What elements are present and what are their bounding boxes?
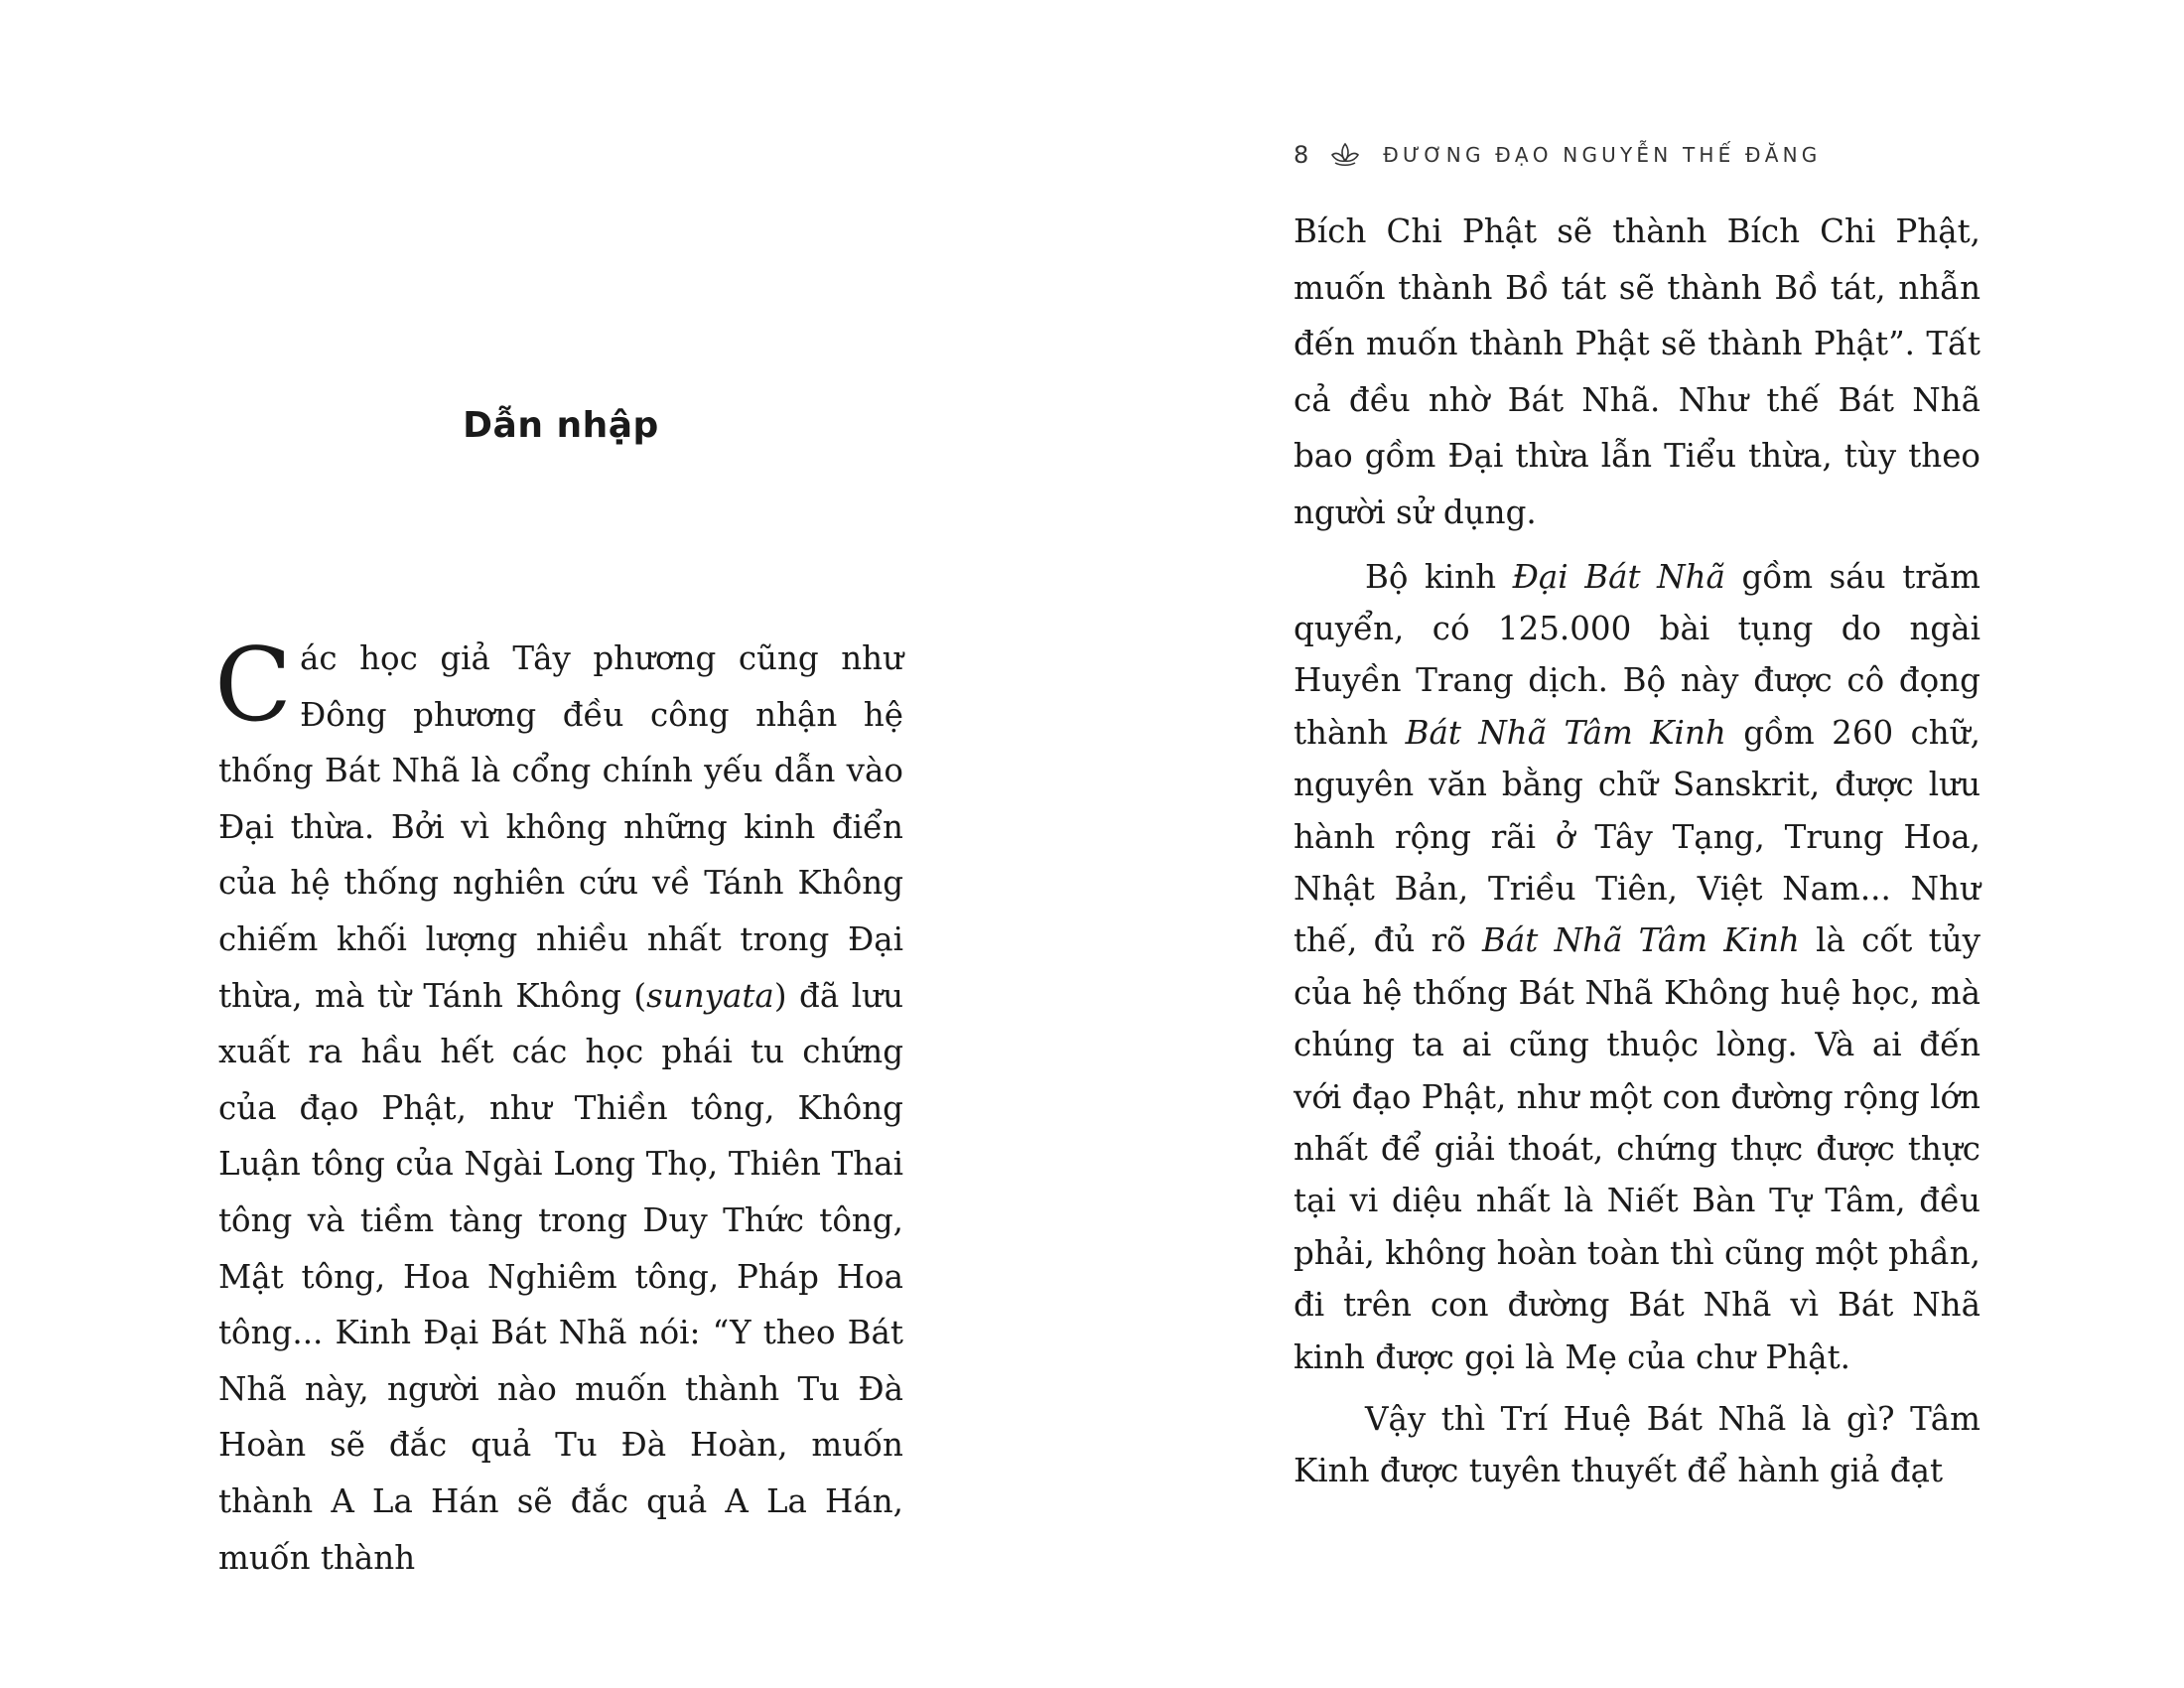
running-title: ĐƯƠNG ĐẠO NGUYỄN THẾ ĐĂNG: [1383, 143, 1822, 167]
drop-cap: C: [214, 627, 293, 745]
italic-title: Bát Nhã Tâm Kinh: [1482, 921, 1800, 960]
chapter-title: Dẫn nhập: [463, 405, 659, 446]
paragraph-rest: ) đã lưu xuất ra hầu hết các học phái tu chứng của đạo Phật, như Thiền tông, Không Luận tông của Ngài Long Thọ, Thiên Thai tông và tiềm tàng trong Duy Thức tông, Mật tông, Hoa Nghiêm tông, Pháp Hoa tông... Kinh Đại Bát Nhã nói: “Y theo Bát Nhã này, người nào muốn thành Tu Đà Hoàn sẽ đắc quả Tu Đà Hoàn, muốn thành A La Hán sẽ đắc quả A La Hán, muốn thành: [218, 976, 904, 1577]
right-page: [1092, 0, 2184, 1688]
italic-term: sunyata: [646, 976, 774, 1015]
paragraph-lead: ác học giả Tây phương cũng như Đông phương đều công nhận hệ thống Bát Nhã là cổng chính yếu dẫn vào Đại thừa. Bởi vì không những kinh điển của hệ thống nghiên cứu về Tánh Không chiếm khối lượng nhiều nhất trong Đại thừa, mà từ Tánh Không (: [218, 639, 903, 1015]
text-run: gồm sáu trăm quyển, có 125.000 bài tụng do ngài Huyền Trang dịch. Bộ này được cô đọng thành: [1294, 557, 1981, 752]
right-body-text: [1294, 204, 1980, 1507]
italic-title: Bát Nhã Tâm Kinh: [1405, 713, 1726, 752]
page-number: 8: [1294, 141, 1310, 169]
paragraph-question: Vậy thì Trí Huệ Bát Nhã là gì? Tâm Kinh được tuyên thuyết để hành giả đạt: [1294, 1400, 1980, 1490]
left-body-text: [214, 627, 904, 1586]
paragraph-dai-bat-nha: [1294, 551, 1980, 1384]
text-run: là cốt tủy của hệ thống Bát Nhã Không huệ học, mà chúng ta ai cũng thuộc lòng. Và ai đến với đạo Phật, như một con đường rộng lớn nhất để giải thoát, chứng thực được thực tại vi diệu nhất là Niết Bàn Tự Tâm, đều phải, không hoàn toàn thì cũng một phần, đi trên con đường Bát Nhã vì Bát Nhã kinh được gọi là Mẹ của chư Phật.: [1294, 921, 1980, 1376]
running-header: [1294, 137, 1821, 173]
paragraph-continued: Bích Chi Phật sẽ thành Bích Chi Phật, muốn thành Bồ tát sẽ thành Bồ tát, nhẫn đến muốn thành Phật sẽ thành Phật”. Tất cả đều nhờ Bát Nhã. Như thế Bát Nhã bao gồm Đại thừa lẫn Tiểu thừa, tùy theo người sử dụng.: [1294, 212, 1980, 531]
italic-title: Đại Bát Nhã: [1512, 557, 1725, 596]
text-run: Bộ kinh: [1365, 557, 1513, 596]
text-run: gồm 260 chữ, nguyên văn bằng chữ Sanskrit, được lưu hành rộng rãi ở Tây Tạng, Trung Hoa, Nhật Bản, Triều Tiên, Việt Nam... Như thế, đủ rõ: [1294, 713, 1980, 960]
lotus-ornament-icon: [1329, 139, 1361, 171]
